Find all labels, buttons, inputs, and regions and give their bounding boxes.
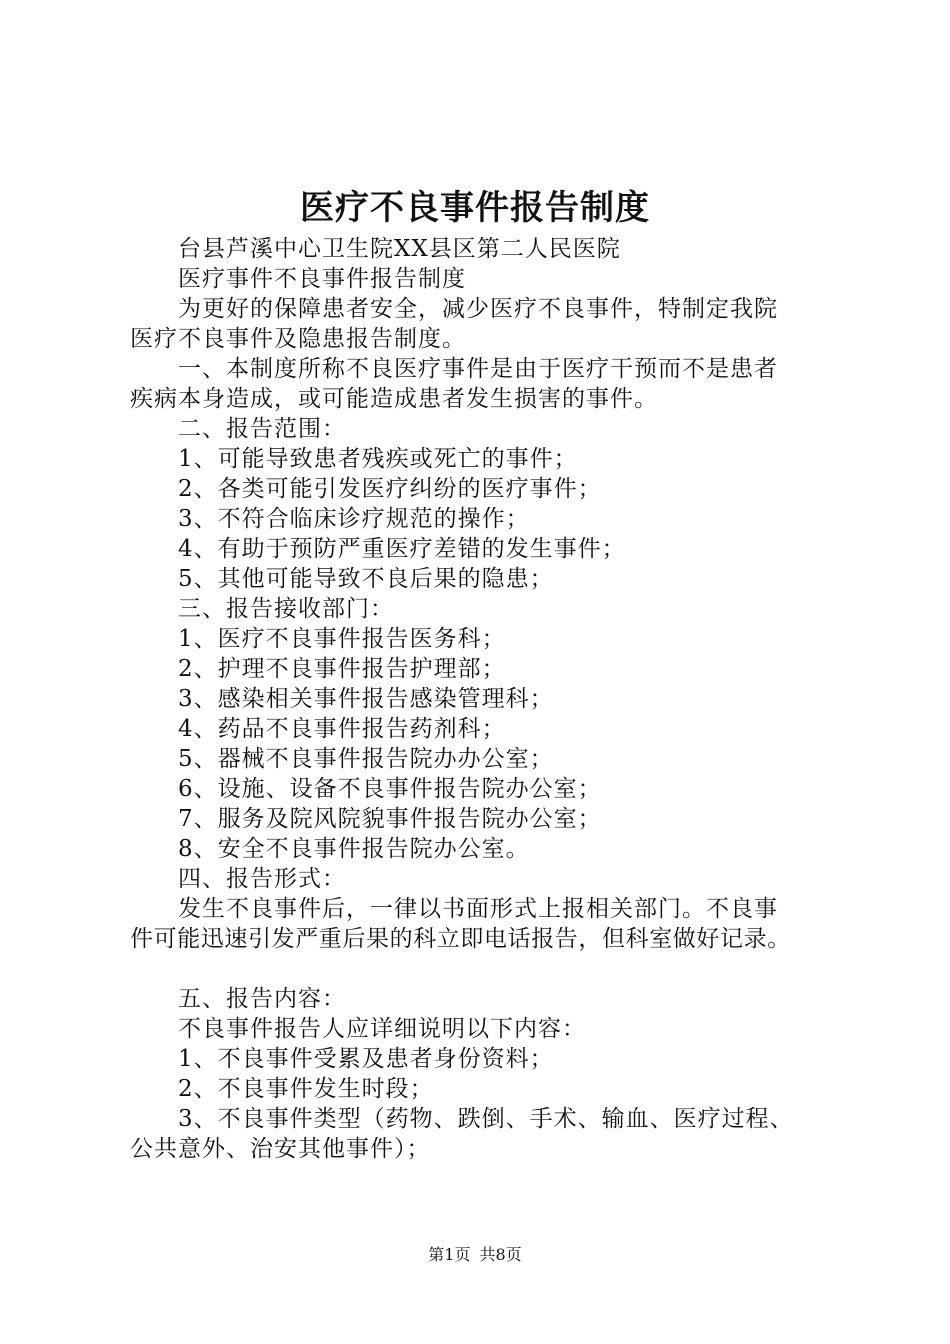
- text-line: 公共意外、治安其他事件）；: [130, 1136, 431, 1162]
- list-item: 7、服务及院风院貌事件报告院办公室；: [178, 806, 602, 832]
- list-item: 1、不良事件受累及患者身份资料；: [178, 1046, 554, 1072]
- list-item: 6、设施、设备不良事件报告院办公室；: [178, 776, 602, 802]
- list-item: 8、安全不良事件报告院办公室。: [178, 836, 530, 862]
- list-item: 1、医疗不良事件报告医务科；: [178, 626, 506, 652]
- list-item: 4、有助于预防严重医疗差错的发生事件；: [178, 536, 626, 562]
- text-line: 不良事件报告人应详细说明以下内容：: [178, 1016, 586, 1042]
- list-item: 4、药品不良事件报告药剂科；: [178, 716, 506, 742]
- text-line: 件可能迅速引发严重后果的科立即电话报告，但科室做好记录。: [130, 926, 791, 952]
- text-line: 台县芦溪中心卫生院XX县区第二人民医院: [178, 236, 621, 262]
- list-item: 2、不良事件发生时段；: [178, 1076, 434, 1102]
- section-heading: 三、报告接收部门：: [178, 596, 394, 622]
- document-body: [130, 234, 835, 1164]
- page-footer: [0, 1245, 950, 1265]
- list-item: 2、各类可能引发医疗纠纷的医疗事件；: [178, 476, 602, 502]
- text-line: 医疗不良事件及隐患报告制度。: [130, 326, 466, 352]
- section-heading: 二、报告范围：: [178, 416, 346, 442]
- text-line: 一、本制度所称不良医疗事件是由于医疗干预而不是患者: [178, 356, 778, 382]
- document-title: 医疗不良事件报告制度: [300, 188, 650, 228]
- list-item: 5、器械不良事件报告院办办公室；: [178, 746, 554, 772]
- page-number: 第1页: [428, 1245, 471, 1264]
- list-item: 3、感染相关事件报告感染管理科；: [178, 686, 554, 712]
- page-total: 共8页: [479, 1245, 522, 1264]
- list-item: 1、可能导致患者残疾或死亡的事件；: [178, 446, 578, 472]
- text-line: 为更好的保障患者安全，减少医疗不良事件，特制定我院: [178, 296, 778, 322]
- list-item: 5、其他可能导致不良后果的隐患；: [178, 566, 554, 592]
- section-heading: 五、报告内容：: [178, 986, 346, 1012]
- list-item: 3、不符合临床诊疗规范的操作；: [178, 506, 530, 532]
- text-line: 医疗事件不良事件报告制度: [178, 266, 466, 292]
- list-item: 2、护理不良事件报告护理部；: [178, 656, 506, 682]
- blank-line: [130, 954, 835, 984]
- text-line: 发生不良事件后，一律以书面形式上报相关部门。不良事: [178, 896, 778, 922]
- section-heading: 四、报告形式：: [178, 866, 346, 892]
- list-item: 3、不良事件类型（药物、跌倒、手术、输血、医疗过程、: [178, 1106, 794, 1132]
- text-line: 疾病本身造成，或可能造成患者发生损害的事件。: [130, 386, 658, 412]
